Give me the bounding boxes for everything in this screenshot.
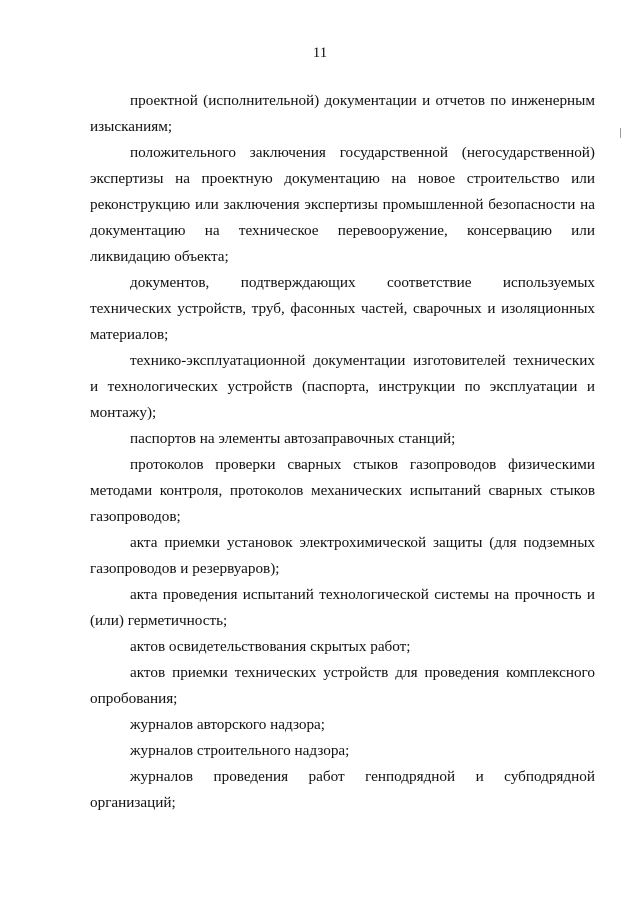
list-item: положительного заключения государственной (негосударственной) экспертизы на проектную документацию на новое строительство или реконструкцию или заключения экспертизы промышленной безопасности на документацию на техническое перевооружение, консервацию или ликвидацию объекта; [90,144,595,265]
list-item: технико-эксплуатационной документации изготовителей технических и технологических устройств (паспорта, инструкции по эксплуатации и монтажу); [90,352,595,421]
list-item: акта проведения испытаний технологической системы на прочность и (или) герметичность; [90,586,595,629]
list-item: акта приемки установок электрохимической защиты (для подземных газопроводов и резервуаров); [90,534,595,577]
list-item: документов, подтверждающих соответствие используемых технических устройств, труб, фасонных частей, сварочных и изоляционных материалов; [90,274,595,343]
scan-artifact-line [620,128,621,138]
list-item: журналов строительного надзора; [130,742,350,759]
list-item: протоколов проверки сварных стыков газопроводов физическими методами контроля, протоколов механических испытаний сварных стыков газопроводов; [90,456,595,525]
list-item: паспортов на элементы автозаправочных станций; [130,430,456,447]
list-item: журналов проведения работ генподрядной и субподрядной организаций; [90,768,595,811]
list-item: актов освидетельствования скрытых работ; [130,638,411,655]
list-item: журналов авторского надзора; [130,716,326,733]
list-item: актов приемки технических устройств для проведения комплексного опробования; [90,664,595,707]
document-body [90,88,595,816]
list-item: проектной (исполнительной) документации и отчетов по инженерным изысканиям; [90,92,595,135]
page-number: 11 [312,45,328,61]
